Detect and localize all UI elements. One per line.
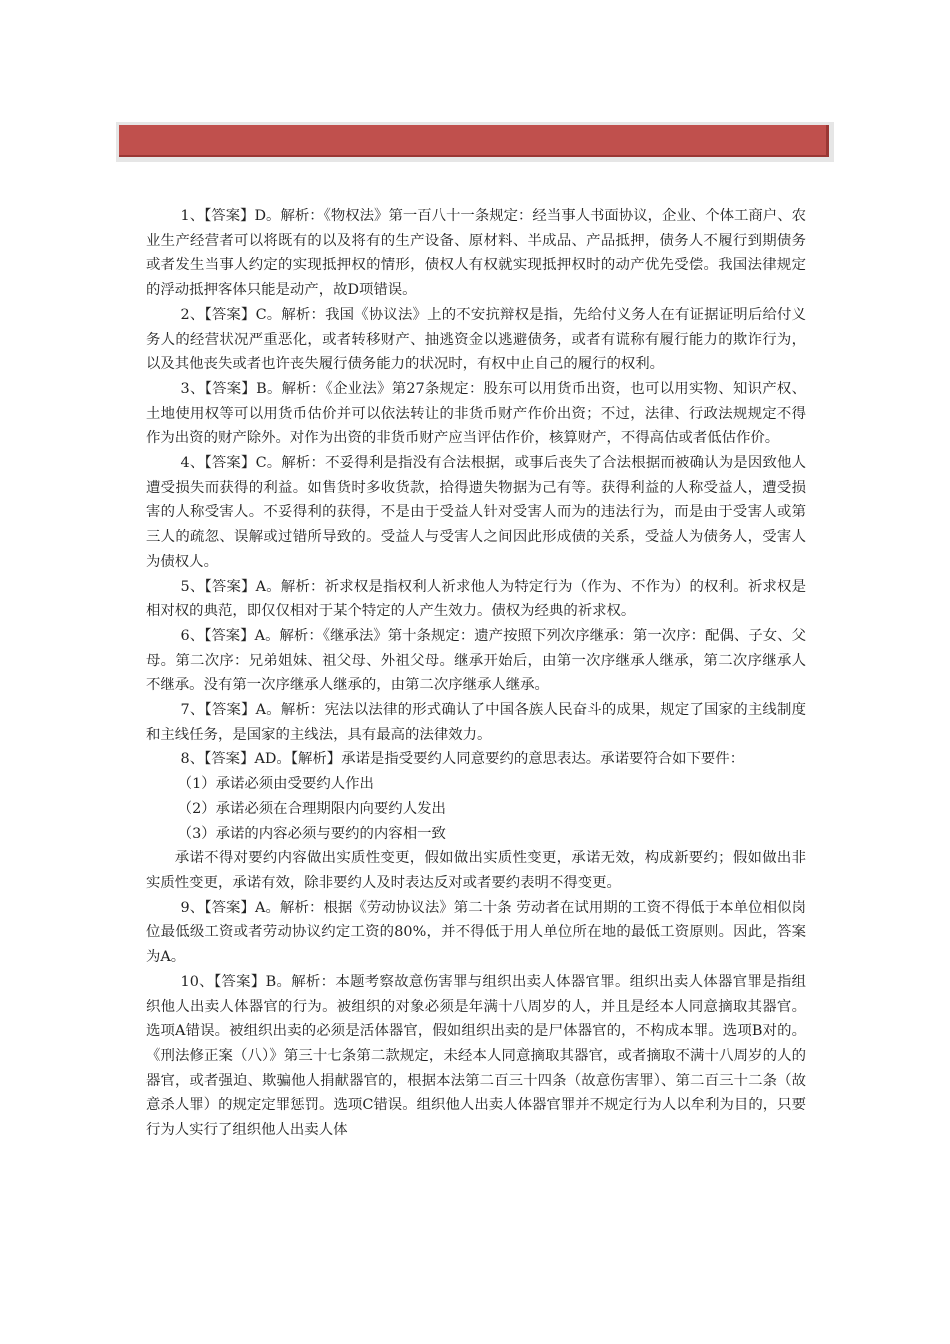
answer-paragraph-4: 4、【答案】C。解析：不妥得利是指没有合法根据，或事后丧失了合法根据而被确认为是因致他人遭受损失而获得的利益。如售货时多收货款，拾得遗失物据为己有等。获得利益的人称受益人，遭受损害的人称受害人。不妥得利的获得，不是由于受益人针对受害人而为的违法行为，而是由于受害人或第三人的疏忽、误解或过错所导致的。受益人与受害人之间因此形成债的关系，受益人为债务人，受害人为债权人。: [146, 455, 806, 570]
answer-paragraph-1: 1、【答案】D。解析：《物权法》第一百八十一条规定：经当事人书面协议，企业、个体工商户、农业生产经营者可以将既有的以及将有的生产设备、原材料、半成品、产品抵押，债务人不履行到期债务或者发生当事人约定的实现抵押权的情形，债权人有权就实现抵押权时的动产优先受偿。我国法律规定的浮动抵押客体只能是动产，故D项错误。: [146, 208, 806, 299]
answer-paragraph-6: 6、【答案】A。解析：《继承法》第十条规定：遗产按照下列次序继承：第一次序：配偶、子女、父母。第二次序：兄弟姐妹、祖父母、外祖父母。继承开始后，由第一次序继承人继承，第二次序继承人不继承。没有第一次序继承人继承的，由第二次序继承人继承。: [146, 627, 806, 694]
answer-paragraph-5: 5、【答案】A。解析：祈求权是指权利人祈求他人为特定行为（作为、不作为）的权利。祈求权是相对权的典范，即仅仅相对于某个特定的人产生效力。债权为经典的祈求权。: [146, 578, 806, 620]
answer-explanations: [146, 204, 806, 1143]
answer-paragraph-10: 10、【答案】B。解析：本题考察故意伤害罪与组织出卖人体器官罪。组织出卖人体器官罪是指组织他人出卖人体器官的行为。被组织的对象必须是年满十八周岁的人，并且是经本人同意摘取其器官。选项A错误。被组织出卖的必须是活体器官，假如组织出卖的是尸体器官的，不构成本罪。选项B对的。《刑法修正案（八）》第三十七条第二款规定，未经本人同意摘取其器官，或者摘取不满十八周岁的人的器官，或者强迫、欺骗他人捐献器官的，根据本法第二百三十四条（故意伤害罪）、第二百三十二条（故意杀人罪）的规定定罪惩罚。选项C错误。组织他人出卖人体器官罪并不规定行为人以牟利为目的，只要行为人实行了组织他人出卖人体: [146, 973, 806, 1139]
answer-paragraph-9: 9、【答案】A。解析：根据《劳动协议法》第二十条 劳动者在试用期的工资不得低于本单位相似岗位最低级工资或者劳动协议约定工资的80%，并不得低于用人单位所在地的最低工资原则。因此，答案为A。: [146, 899, 806, 966]
section-header-bar: [116, 122, 834, 162]
answer-paragraph-3: 3、【答案】B。解析：《企业法》第27条规定：股东可以用货币出资，也可以用实物、知识产权、土地使用权等可以用货币估价并可以依法转让的非货币财产作价出资；不过，法律、行政法规规定不得作为出资的财产除外。对作为出资的非货币财产应当评估作价，核算财产，不得高估或者低估作价。: [146, 380, 806, 447]
section-header-fill: [119, 125, 829, 157]
answer-paragraph-7: 7、【答案】A。解析：宪法以法律的形式确认了中国各族人民奋斗的成果，规定了国家的主线制度和主线任务，是国家的主线法，具有最高的法律效力。: [146, 702, 806, 743]
acceptance-requirement-1: （1）承诺必须由受要约人作出: [177, 776, 374, 793]
answer-paragraph-8: 8、【答案】AD。【解析】承诺是指受要约人同意要约的意思表达。承诺要符合如下要件：: [180, 751, 745, 768]
acceptance-requirement-3: （3）承诺的内容必须与要约的内容相一致: [177, 825, 446, 842]
acceptance-requirement-2: （2）承诺必须在合理期限内向要约人发出: [177, 800, 446, 817]
acceptance-note: 承诺不得对要约内容做出实质性变更，假如做出实质性变更，承诺无效，构成新要约；假如做出非实质性变更，承诺有效，除非要约人及时表达反对或者要约表明不得变更。: [146, 850, 806, 891]
answer-paragraph-2: 2、【答案】C。解析：我国《协议法》上的不安抗辩权是指，先给付义务人在有证据证明后给付义务人的经营状况严重恶化，或者转移财产、抽逃资金以逃避债务，或者有谎称有履行能力的欺诈行为，以及其他丧失或者也许丧失履行债务能力的状况时，有权中止自己的履行的权利。: [146, 306, 806, 373]
